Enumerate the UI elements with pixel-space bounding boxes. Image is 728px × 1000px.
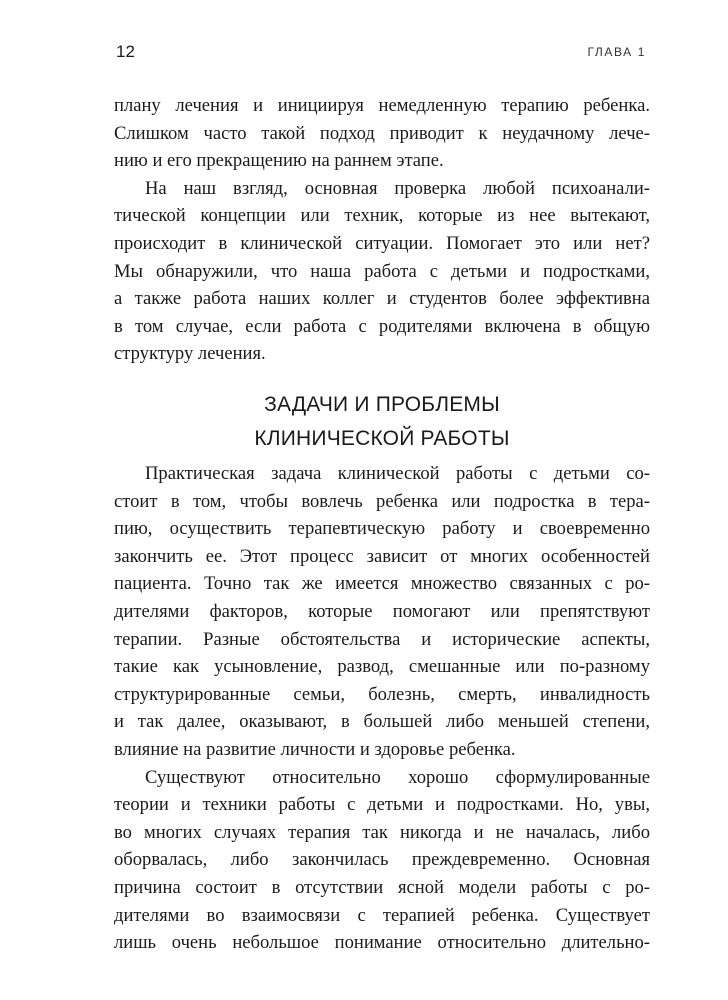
text-line: пию, осуществить терапевтическую работу и своевременно xyxy=(114,518,650,540)
section-heading xyxy=(114,388,650,456)
chapter-label: ГЛАВА 1 xyxy=(587,45,646,59)
text-line: такие как усыновление, развод, смешанные или по-разному xyxy=(114,656,650,678)
text-line: оборвалась, либо закончилась преждевременно. Основная xyxy=(114,849,650,871)
text-line: Существуют относительно хорошо сформулированные xyxy=(145,766,650,788)
text-line: структуру лечения. xyxy=(114,343,266,365)
text-line: а также работа наших коллег и студентов более эффективна xyxy=(114,288,650,310)
text-line: На наш взгляд, основная проверка любой психоанали- xyxy=(145,177,650,199)
heading-line: ЗАДАЧИ И ПРОБЛЕМЫ xyxy=(264,393,500,416)
text-line: дителями факторов, которые помогают или препятствуют xyxy=(114,600,650,622)
body-text-bottom xyxy=(114,460,650,957)
text-line: дителями во взаимосвязи с терапией ребенка. Существует xyxy=(114,904,650,926)
text-line: и так далее, оказывают, в большей либо меньшей степени, xyxy=(114,711,650,733)
text-line: теории и техники работы с детьми и подростками. Но, увы, xyxy=(114,794,650,816)
heading-line: КЛИНИЧЕСКОЙ РАБОТЫ xyxy=(254,427,510,450)
body-text-top xyxy=(114,92,650,368)
text-line: плану лечения и инициируя немедленную терапию ребенка. xyxy=(114,95,650,116)
text-line: влияние на развитие личности и здоровье ребенка. xyxy=(114,738,516,760)
text-line: в том случае, если работа с родителями включена в общую xyxy=(114,315,650,337)
text-line: Мы обнаружили, что наша работа с детьми и подростками, xyxy=(114,260,650,282)
page-number: 12 xyxy=(116,42,135,61)
text-line: закончить ее. Этот процесс зависит от многих особенностей xyxy=(114,545,650,567)
text-line: причина состоит в отсутствии ясной модели работы с ро- xyxy=(114,876,650,898)
text-line: пациента. Точно так же имеется множество связанных с ро- xyxy=(114,573,650,595)
running-header xyxy=(116,42,646,66)
text-line: Практическая задача клинической работы с детьми со- xyxy=(145,463,650,484)
text-line: терапии. Разные обстоятельства и исторические аспекты, xyxy=(114,628,650,650)
text-line: тической концепции или техник, которые из нее вытекают, xyxy=(114,205,650,227)
text-line: стоит в том, чтобы вовлечь ребенка или подростка в тера- xyxy=(114,490,650,512)
text-line: лишь очень небольшое понимание относительно длительно- xyxy=(114,932,650,954)
text-line: нию и его прекращению на раннем этапе. xyxy=(114,150,444,172)
text-line: происходит в клинической ситуации. Помогает это или нет? xyxy=(114,232,650,254)
text-line: структурированные семьи, болезнь, смерть, инвалидность xyxy=(114,683,650,705)
text-line: во многих случаях терапия так никогда и не началась, либо xyxy=(114,821,650,843)
text-line: Слишком часто такой подход приводит к неудачному лече- xyxy=(114,122,650,144)
